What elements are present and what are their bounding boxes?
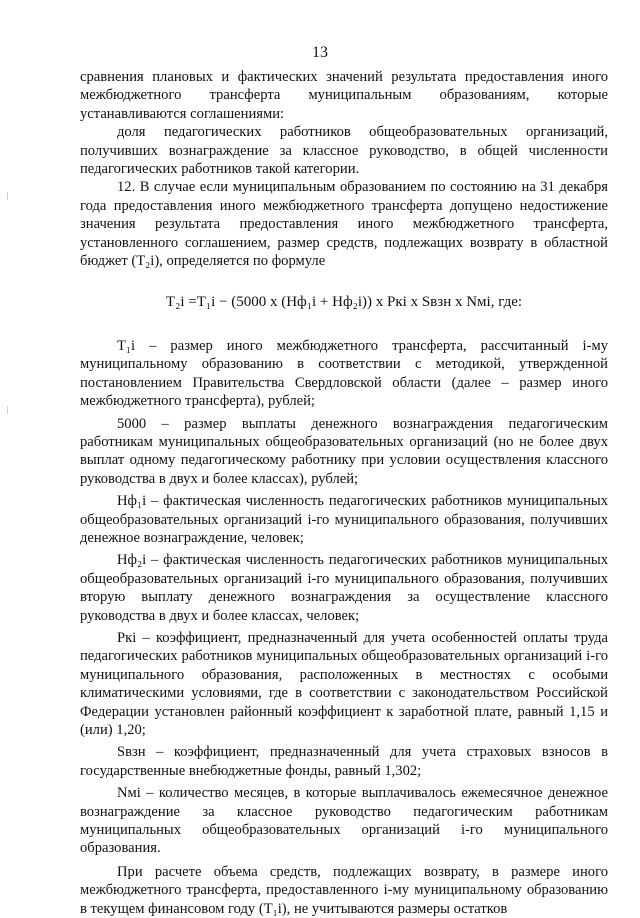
paragraph-share-indicator: доля педагогических работников общеобразовательных организаций, получивших вознаграждение за классное руководство, в общей численности педагогических работников такой категории.: [80, 124, 608, 178]
document-body: [80, 68, 608, 918]
scan-margin-mark: [7, 406, 8, 414]
return-formula: T₂i =T₁i − (5000 x (Нф₁i + Нф₂i)) x Pкi x Sвзн x Nмi, где:: [165, 294, 523, 311]
paragraph-closing: При расчете объема средств, подлежащих возврату, в размере иного межбюджетного трансферта, предоставленного i-му муниципальному образованию в текущем финансовом году (T₁i), не учитываются размеры остатков: [80, 863, 608, 917]
scan-margin-mark: [7, 192, 8, 200]
definition-nf1i: Нф₁i – фактическая численность педагогических работников муниципальных общеобразовательных организаций i-го муниципального образования, получивших денежное вознаграждение, человек;: [80, 493, 608, 546]
paragraph-comparison: сравнения плановых и фактических значений результата предоставления иного межбюджетного трансферта муниципальным образованиям, которые устанавливаются соглашениями:: [80, 69, 608, 122]
page-number: 13: [312, 44, 328, 61]
definition-5000: 5000 – размер выплаты денежного вознаграждения педагогическим работникам муниципальных общеобразовательных организаций (но не более двух выплат одному педагогическому работнику при условии осуществления классного руководства в двух и более классах), рублей;: [80, 415, 608, 487]
definition-svzn: Sвзн – коэффициент, предназначенный для учета страховых взносов в государственные внебюджетные фонды, равный 1,302;: [80, 744, 608, 779]
definition-nmi: Nмi – количество месяцев, в которые выплачивалось ежемесячное денежное вознаграждение за классное руководство педагогическим работникам муниципальных общеобразовательных организаций i-го муниципального образования.: [80, 785, 608, 857]
definition-pki: Pкi – коэффициент, предназначенный для учета особенностей оплаты труда педагогических работников муниципальных общеобразовательных организаций i-го муниципального образования, расположенных в местностях с особыми климатическими условиями, где в соответствии с законодательством Российской Федерации установлен районный коэффициент к заработной плате, равный 1,15 и (или) 1,20;: [80, 629, 608, 738]
definition-t1i: T₁i – размер иного межбюджетного трансферта, рассчитанный i-му муниципальному образованию в соответствии с методикой, утвержденной постановлением Правительства Свердловской области (далее – размер иного межбюджетного трансферта), рублей;: [80, 337, 608, 410]
definition-nf2i: Нф₂i – фактическая численность педагогических работников муниципальных общеобразовательных организаций i-го муниципального образования, получивших вторую выплату денежного вознаграждения за осуществление классного руководства в двух и более классах, человек;: [80, 552, 608, 624]
paragraph-clause-12: 12. В случае если муниципальным образованием по состоянию на 31 декабря года предоставления иного межбюджетного трансферта допущено недостижение значения результата предоставления иного межбюджетного трансферта, установленного соглашением, размер средств, подлежащих возврату в областной бюджет (T₂i), определяется по формуле: [80, 179, 608, 270]
